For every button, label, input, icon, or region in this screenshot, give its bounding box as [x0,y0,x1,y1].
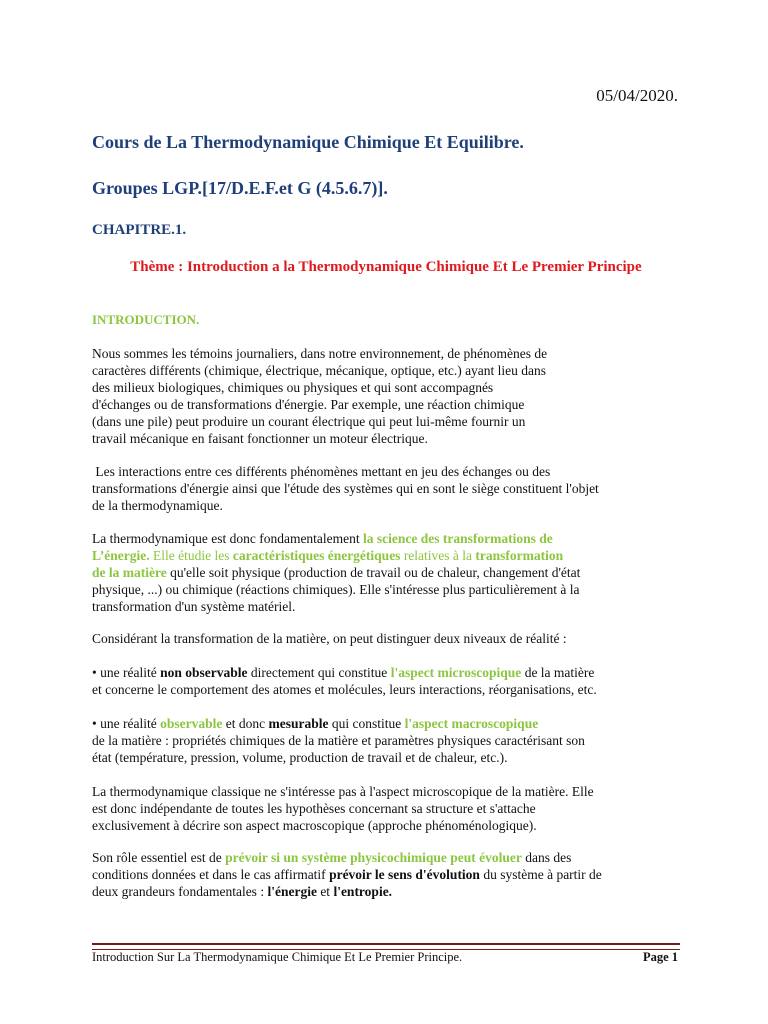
highlight-transformation: transformation [475,548,564,563]
text-run: et [316,884,334,899]
paragraph-line: est donc indépendante de toutes les hypothèses concernant sa structure et s'attache [92,801,536,816]
highlight-energy: L’énergie. [92,548,150,563]
text-run: qui constitue [328,716,405,731]
paragraph-line: transformation d'un système matériel. [92,599,296,614]
footer-title: Introduction Sur La Thermodynamique Chimique Et Le Premier Principe. [92,950,463,964]
highlight-predict-evolution: prévoir si un système physicochimique peut évoluer [225,850,522,865]
paragraph-line [92,564,692,581]
paragraph-line: travail mécanique en faisant fonctionner un moteur électrique. [92,431,428,446]
text-run: dans des [521,850,572,865]
bold-non-observable: non observable [160,665,248,680]
groups-title: Groupes LGP.[17/D.E.F.et G (4.5.6.7)]. [92,178,388,198]
paragraph-7 [92,783,692,834]
theme-heading: Thème : Introduction a la Thermodynamique Chimique Et Le Premier Principe [130,259,642,275]
highlight-microscopic-aspect: l'aspect microscopique [390,665,522,680]
paragraph-1 [92,345,692,447]
course-title: Cours de La Thermodynamique Chimique Et Equilibre. [92,132,524,152]
paragraph-line: des milieux biologiques, chimiques ou physiques et qui sont accompagnés [92,380,494,395]
paragraph-line [92,664,692,681]
text-run-green: relatives à la [400,548,476,563]
paragraph-line [92,547,692,564]
chapter-heading: CHAPITRE.1. [92,222,187,238]
paragraph-line [92,530,692,547]
paragraph-2 [92,463,692,514]
introduction-heading: INTRODUCTION. [92,312,200,327]
paragraph-line: état (température, pression, volume, production de travail et de chaleur, etc.). [92,750,508,765]
paragraph-line: caractères différents (chimique, électrique, mécanique, optique, etc.) ayant lieu dans [92,363,547,378]
bullet-observable [92,715,692,766]
paragraph-line [92,866,692,883]
paragraph-line: physique, ...) ou chimique (réactions chimiques). Elle s'intéresse plus particulièrement à la [92,582,580,597]
bullet-non-observable [92,664,692,698]
paragraph-line [92,849,692,866]
paragraph-line: La thermodynamique classique ne s'intéresse pas à l'aspect microscopique de la matière. Elle [92,784,594,799]
text-run-green: Elle étudie les [149,548,233,563]
paragraph-line: de la matière : propriétés chimiques de la matière et paramètres physiques caractérisant son [92,733,585,748]
paragraph-line: d'échanges ou de transformations d'énergie. Par exemple, une réaction chimique [92,397,525,412]
page-number: Page 1 [642,950,678,964]
bold-predict-direction: prévoir le sens d'évolution [329,867,480,882]
text-run: Son rôle essentiel est de [92,850,226,865]
paragraph-line [92,883,692,900]
highlight-macroscopic-aspect: l'aspect macroscopique [404,716,539,731]
highlight-energetic-characteristics: caractéristiques énergétiques [232,548,401,563]
paragraph-8 [92,849,692,900]
text-run: de la matière [521,665,595,680]
paragraph-line: transformations d'énergie ainsi que l'étude des systèmes qui en sont le siège constituent l'objet [92,481,599,496]
paragraph-line: Les interactions entre ces différents phénomènes mettant en jeu des échanges ou des [92,464,551,479]
paragraph-line: Nous sommes les témoins journaliers, dans notre environnement, de phénomènes de [92,346,548,361]
text-run: conditions données et dans le cas affirmatif [92,867,330,882]
highlight-science-of-transformations: la science des transformations de [363,531,553,546]
paragraph-line: exclusivement à décrire son aspect macroscopique (approche phénoménologique). [92,818,537,833]
text-run: • une réalité [92,716,161,731]
text-run: deux grandeurs fondamentales : [92,884,268,899]
bold-measurable: mesurable [268,716,329,731]
text-run: du système à partir de [479,867,602,882]
text-run: La thermodynamique est donc fondamentalement [92,531,364,546]
text-run: directement qui constitue [247,665,391,680]
paragraph-line: et concerne le comportement des atomes et molécules, leurs interactions, réorganisations, etc. [92,682,597,697]
bold-entropy: l'entropie. [333,884,393,899]
text-run: • une réalité [92,665,161,680]
paragraph-4: Considérant la transformation de la matière, on peut distinguer deux niveaux de réalité : [92,631,567,646]
paragraph-3 [92,530,692,615]
paragraph-line: de la thermodynamique. [92,498,223,513]
highlight-observable: observable [160,716,223,731]
footer-divider [92,943,680,950]
paragraph-line [92,715,692,732]
document-date: 05/04/2020. [596,86,678,105]
text-run: qu'elle soit physique (production de travail ou de chaleur, changement d'état [166,565,581,580]
paragraph-line: (dans une pile) peut produire un courant électrique qui peut lui-même fournir un [92,414,526,429]
bold-energy: l'énergie [267,884,317,899]
highlight-of-matter: de la matière [92,565,167,580]
text-run: et donc [222,716,269,731]
